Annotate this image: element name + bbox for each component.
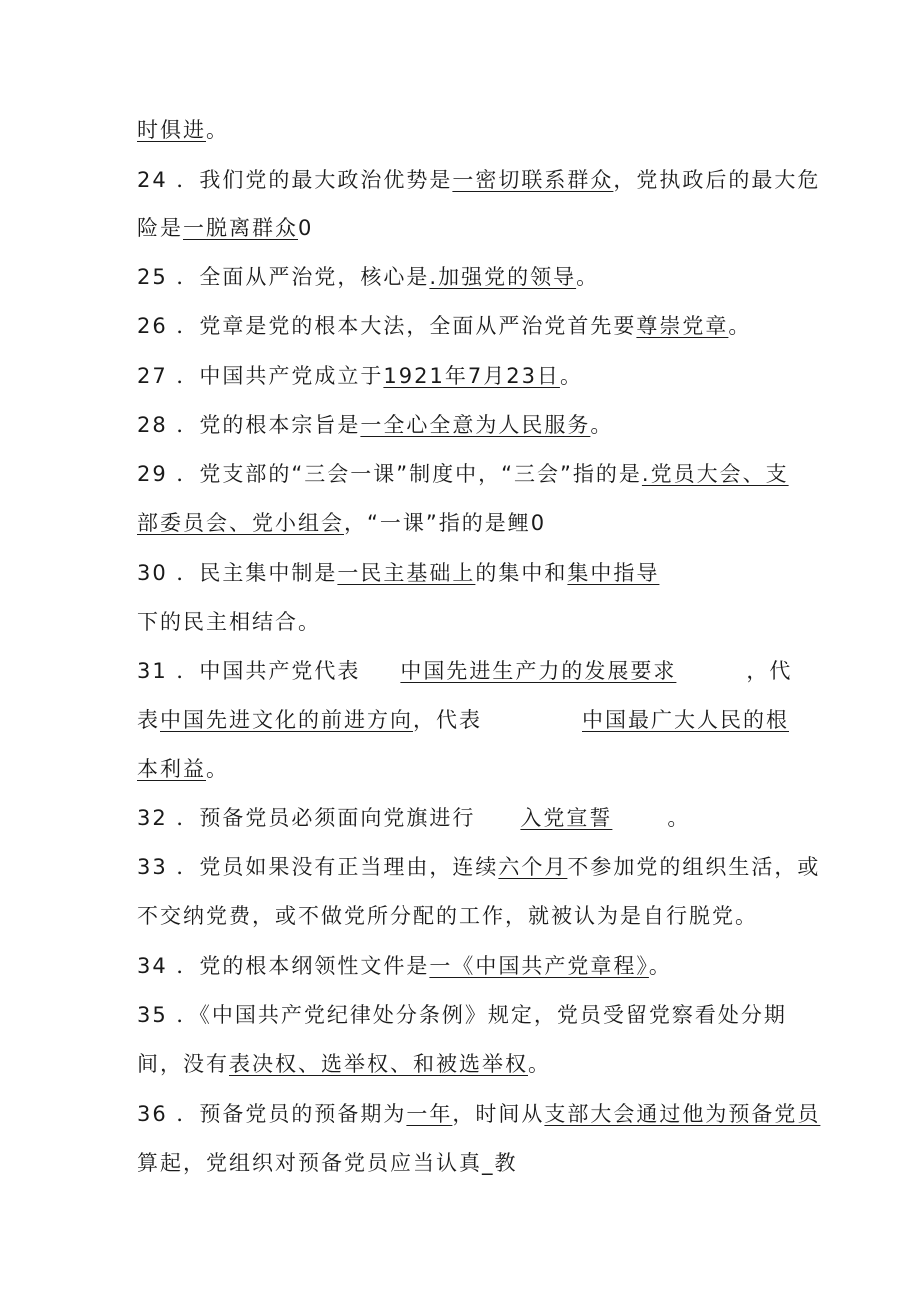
answer-text: .加强党的领导 bbox=[429, 265, 577, 289]
text-line bbox=[137, 754, 229, 784]
question-text: 26 ．党章是党的根本大法，全面从严治党首先要 bbox=[137, 314, 637, 338]
answer-text: 部委员会、党小组会 bbox=[137, 511, 344, 535]
answer-text: 一年 bbox=[406, 1102, 453, 1126]
answer-text: 一全心全意为人民服务 bbox=[360, 413, 591, 437]
answer-text: 中国先进文化的前进方向 bbox=[160, 708, 413, 732]
text-line bbox=[137, 951, 672, 981]
question-text: 算起，党组织对预备党员应当认真_教 bbox=[137, 1151, 518, 1175]
question-text: 不参加党的组织生活，或 bbox=[567, 855, 821, 879]
question-text: ，“一课”指的是鲤0 bbox=[344, 511, 547, 535]
answer-text: 一《中国共产党章程》 bbox=[429, 954, 649, 978]
question-text: 35 ．《中国共产党纪律处分条例》规定，党员受留党察看处分期 bbox=[137, 1003, 787, 1027]
question-text: 25 ．全面从严治党，核心是 bbox=[137, 265, 430, 289]
question-text: 。 bbox=[559, 364, 583, 388]
text-line bbox=[137, 508, 546, 538]
question-text: 27 ．中国共产党成立于 bbox=[137, 364, 384, 388]
question-text: ，代 bbox=[746, 659, 793, 683]
question-text: 29 ．党支部的“三会一课”制度中，“三会”指的是 bbox=[137, 462, 642, 486]
text-line bbox=[137, 1099, 820, 1129]
question-text: 36 ．预备党员的预备期为 bbox=[137, 1102, 407, 1126]
answer-text: 1921年7月23日 bbox=[383, 364, 560, 388]
answer-text: .党员大会、支 bbox=[641, 462, 789, 486]
question-text: 。 bbox=[648, 954, 672, 978]
question-text: 不交纳党费，或不做党所分配的工作，就被认为是自行脱党。 bbox=[137, 904, 758, 928]
text-line bbox=[137, 607, 321, 637]
question-text: 的集中和 bbox=[475, 561, 568, 585]
question-text: 。 bbox=[590, 413, 614, 437]
answer-text: 一民主基础上 bbox=[337, 561, 476, 585]
answer-text: 一脱离群众 bbox=[183, 216, 298, 240]
answer-text: 时俱进 bbox=[137, 118, 206, 142]
question-text: 0 bbox=[298, 216, 314, 240]
question-text: 28 ．党的根本宗旨是 bbox=[137, 413, 361, 437]
answer-text: 尊崇党章 bbox=[636, 314, 729, 338]
answer-text: 集中指导 bbox=[567, 561, 660, 585]
question-text: 32 ．预备党员必须面向党旗进行 bbox=[137, 806, 476, 830]
question-text: 。 bbox=[576, 265, 600, 289]
question-text: 。 bbox=[667, 806, 691, 830]
text-line bbox=[137, 262, 599, 292]
answer-text: 六个月 bbox=[498, 855, 568, 879]
text-line bbox=[137, 213, 313, 243]
text-line bbox=[137, 1148, 518, 1178]
question-text: 。 bbox=[528, 1052, 551, 1076]
answer-text: 支部大会通过他为预备党员 bbox=[544, 1102, 821, 1126]
question-text: 。 bbox=[206, 757, 229, 781]
text-line bbox=[137, 115, 229, 145]
text-line bbox=[137, 1049, 551, 1079]
answer-text: 表决权、选举权、和被选举权 bbox=[229, 1052, 528, 1076]
text-line bbox=[137, 361, 583, 391]
question-text: 下的民主相结合。 bbox=[137, 610, 321, 634]
question-text: 。 bbox=[206, 118, 229, 142]
question-text: 31 ．中国共产党代表 bbox=[137, 659, 361, 683]
text-line bbox=[137, 410, 613, 440]
question-text: 。 bbox=[728, 314, 752, 338]
question-text: 表 bbox=[137, 708, 160, 732]
text-line bbox=[137, 656, 792, 686]
question-text: 24 ．我们党的最大政治优势是 bbox=[137, 168, 453, 192]
question-text: 33 ．党员如果没有正当理由，连续 bbox=[137, 855, 499, 879]
text-line bbox=[137, 558, 659, 588]
question-text: 间，没有 bbox=[137, 1052, 229, 1076]
text-line bbox=[137, 459, 789, 489]
question-text: ，时间从 bbox=[452, 1102, 545, 1126]
text-line bbox=[137, 165, 820, 195]
text-line bbox=[137, 705, 789, 735]
answer-text: 一密切联系群众 bbox=[452, 168, 614, 192]
question-text: ，党执政后的最大危 bbox=[613, 168, 821, 192]
answer-text: 中国最广大人民的根 bbox=[582, 708, 789, 732]
text-line bbox=[137, 1000, 787, 1030]
question-text: ，代表 bbox=[413, 708, 482, 732]
text-line bbox=[137, 852, 820, 882]
question-text: 34 ．党的根本纲领性文件是 bbox=[137, 954, 430, 978]
question-text: 险是 bbox=[137, 216, 183, 240]
answer-text: 中国先进生产力的发展要求 bbox=[400, 659, 677, 683]
answer-text: 本利益 bbox=[137, 757, 206, 781]
question-text: 30 ．民主集中制是 bbox=[137, 561, 338, 585]
text-line bbox=[137, 311, 751, 341]
text-line bbox=[137, 803, 690, 833]
answer-text: 入党宣誓 bbox=[520, 806, 613, 830]
text-line bbox=[137, 901, 758, 931]
